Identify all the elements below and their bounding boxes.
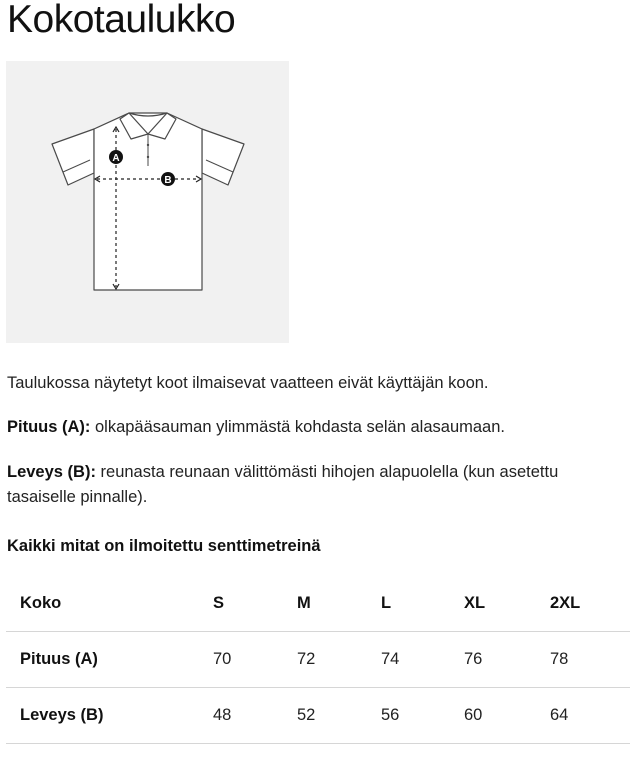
width-description	[7, 460, 627, 510]
table-cell: 64	[550, 688, 630, 744]
row-label-length: Pituus (A)	[6, 632, 213, 688]
size-table	[6, 576, 630, 744]
table-cell: 78	[550, 632, 630, 688]
header-s: S	[213, 576, 297, 632]
header-xl: XL	[464, 576, 550, 632]
header-size: Koko	[6, 576, 213, 632]
left-sleeve	[52, 129, 94, 185]
right-sleeve	[202, 129, 244, 185]
units-note: Kaikki mitat on ilmoitettu senttimetreinä	[7, 537, 321, 555]
table-row	[6, 632, 630, 688]
table-cell: 70	[213, 632, 297, 688]
row-label-width: Leveys (B)	[6, 688, 213, 744]
table-cell: 72	[297, 632, 381, 688]
table-cell: 76	[464, 632, 550, 688]
label-a: A	[112, 153, 120, 164]
page-title: Kokotaulukko	[7, 0, 236, 41]
width-text: reunasta reunaan välittömästi hihojen alapuolella (kun asetettu tasaiselle pinnalle).	[7, 463, 559, 506]
length-text: olkapääsauman ylimmästä kohdasta selän alasaumaan.	[90, 418, 505, 436]
header-2xl: 2XL	[550, 576, 630, 632]
header-l: L	[381, 576, 464, 632]
table-cell: 56	[381, 688, 464, 744]
size-note: Taulukossa näytetyt koot ilmaisevat vaatteen eivät käyttäjän koon.	[7, 374, 489, 392]
header-m: M	[297, 576, 381, 632]
width-label: Leveys (B):	[7, 463, 96, 481]
table-cell: 48	[213, 688, 297, 744]
polo-shirt-illustration	[6, 61, 289, 343]
length-description	[7, 415, 627, 440]
table-header-row	[6, 576, 630, 632]
table-cell: 60	[464, 688, 550, 744]
table-row	[6, 688, 630, 744]
table-cell: 74	[381, 632, 464, 688]
length-label: Pituus (A):	[7, 418, 91, 436]
size-diagram	[6, 61, 289, 343]
table-cell: 52	[297, 688, 381, 744]
label-b: B	[164, 175, 172, 186]
